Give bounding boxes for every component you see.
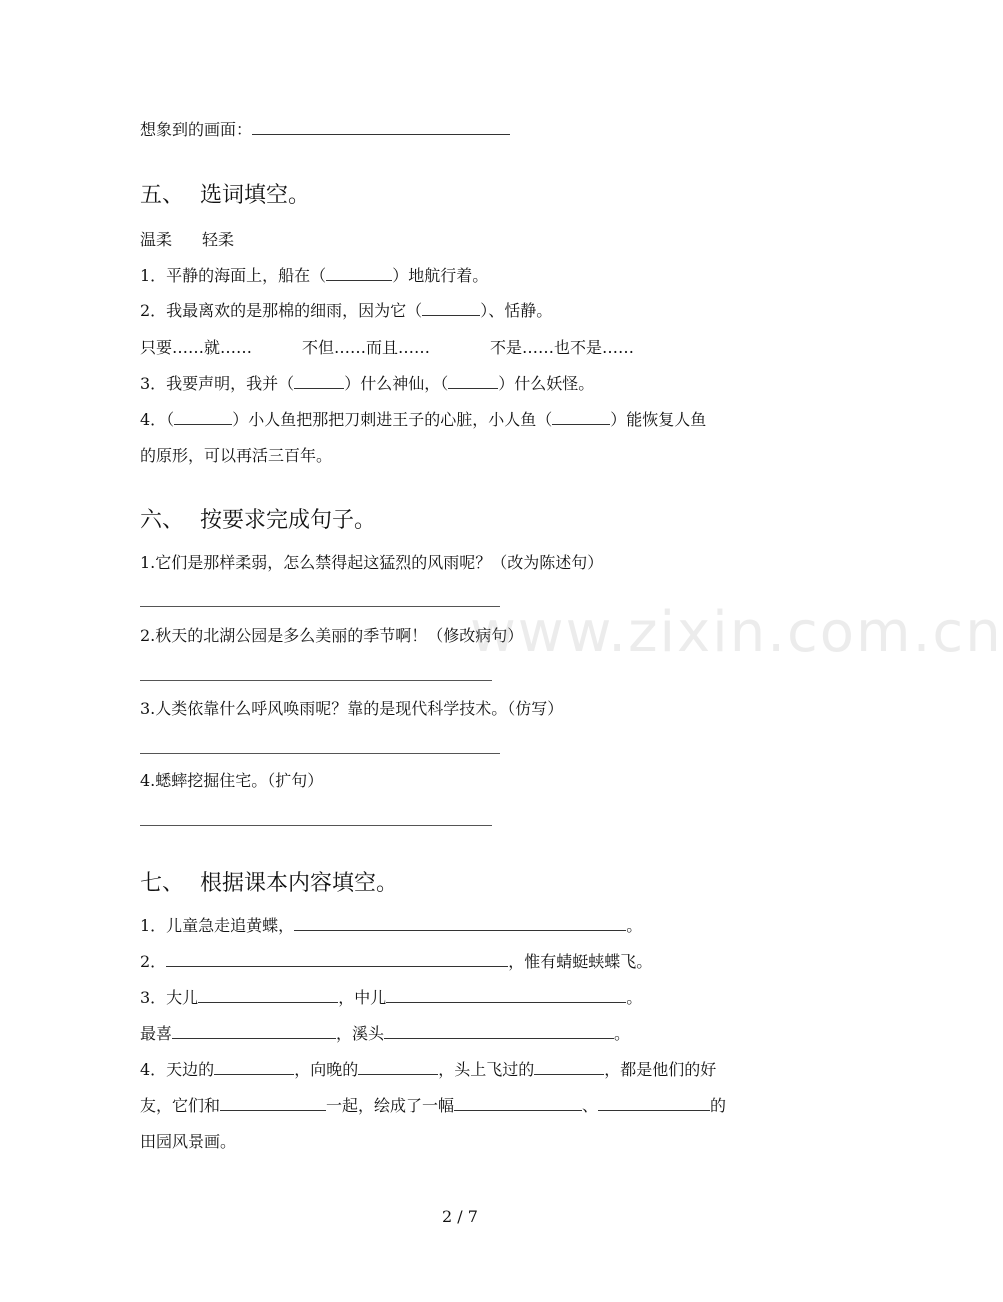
answer-blank[interactable] bbox=[534, 1060, 604, 1075]
question-5-4-cont: 的原形，可以再活三百年。 bbox=[140, 446, 333, 465]
question-text: ）什么神仙，（ bbox=[344, 374, 449, 393]
question-text: 1．儿童急走追黄蝶， bbox=[140, 916, 295, 935]
answer-blank[interactable] bbox=[294, 376, 344, 389]
word-option: 不但……而且…… bbox=[302, 338, 431, 357]
question-text: 。 bbox=[626, 988, 643, 1007]
question-6-4: 4.蟋蟀挖掘住宅。（扩句） bbox=[140, 771, 324, 790]
question-6-2: 2.秋天的北湖公园是多么美丽的季节啊！（修改病句） bbox=[140, 626, 524, 645]
answer-blank[interactable] bbox=[198, 988, 338, 1003]
question-7-2 bbox=[140, 951, 652, 973]
question-text: 最喜 bbox=[140, 1024, 173, 1043]
question-text: ，中儿 bbox=[338, 988, 387, 1007]
question-text: 2．我最离欢的是那棉的细雨，因为它（ bbox=[140, 301, 423, 320]
word-option: 轻柔 bbox=[202, 230, 235, 249]
question-5-2 bbox=[140, 300, 552, 322]
question-7-4-end: 田园风景画。 bbox=[140, 1132, 237, 1151]
question-5-3 bbox=[140, 373, 594, 395]
question-text: ）、恬静。 bbox=[480, 301, 553, 320]
section-number: 六、 bbox=[140, 508, 185, 533]
question-7-1 bbox=[140, 915, 642, 937]
question-text: 友，它们和 bbox=[140, 1096, 221, 1115]
question-text: 。 bbox=[626, 916, 643, 935]
question-text: ，向晚的 bbox=[294, 1060, 359, 1079]
question-text: ）什么妖怪。 bbox=[498, 374, 595, 393]
question-5-4 bbox=[140, 409, 706, 431]
answer-blank[interactable] bbox=[598, 1096, 710, 1111]
question-5-1 bbox=[140, 265, 488, 287]
answer-blank[interactable] bbox=[252, 120, 510, 135]
question-text: ，溪头 bbox=[336, 1024, 385, 1043]
answer-blank[interactable] bbox=[358, 1060, 438, 1075]
question-text: 2． bbox=[140, 952, 167, 971]
answer-line[interactable] bbox=[140, 753, 500, 754]
question-6-1: 1.它们是那样柔弱，怎么禁得起这猛烈的风雨呢？（改为陈述句） bbox=[140, 553, 604, 572]
question-7-4-cont bbox=[140, 1095, 726, 1117]
imagined-scene-label: 想象到的画面： bbox=[140, 120, 253, 139]
section-5-heading bbox=[140, 181, 310, 211]
question-text: 3．大儿 bbox=[140, 988, 199, 1007]
question-text: ）地航行着。 bbox=[392, 266, 489, 285]
answer-line[interactable] bbox=[140, 680, 492, 681]
question-text: 4．天边的 bbox=[140, 1060, 215, 1079]
answer-line[interactable] bbox=[140, 825, 492, 826]
word-option: 不是……也不是…… bbox=[490, 338, 635, 357]
section-number: 五、 bbox=[140, 183, 185, 208]
answer-blank[interactable] bbox=[294, 916, 626, 931]
word-options-1 bbox=[140, 229, 234, 251]
answer-blank[interactable] bbox=[220, 1096, 326, 1111]
question-text: 4．（ bbox=[140, 410, 175, 429]
question-7-4 bbox=[140, 1059, 716, 1081]
section-title: 根据课本内容填空。 bbox=[200, 871, 399, 896]
question-text: ，惟有蜻蜓蛱蝶飞。 bbox=[508, 952, 653, 971]
question-text: 的 bbox=[710, 1096, 727, 1115]
answer-blank[interactable] bbox=[454, 1096, 582, 1111]
question-6-3: 3.人类依靠什么呼风唤雨呢？靠的是现代科学技术。（仿写） bbox=[140, 699, 564, 718]
answer-line[interactable] bbox=[140, 606, 500, 607]
word-option: 温柔 bbox=[140, 230, 173, 249]
question-text: ）能恢复人鱼 bbox=[610, 410, 707, 429]
word-options-2 bbox=[140, 337, 634, 359]
imagined-scene-line bbox=[140, 119, 510, 141]
section-6-heading bbox=[140, 506, 376, 536]
question-text: 3．我要声明，我并（ bbox=[140, 374, 295, 393]
answer-blank[interactable] bbox=[552, 412, 610, 425]
page-number: 2 / 7 bbox=[442, 1207, 478, 1226]
word-option: 只要……就…… bbox=[140, 338, 253, 357]
answer-blank[interactable] bbox=[174, 412, 232, 425]
answer-blank[interactable] bbox=[172, 1024, 336, 1039]
question-7-3 bbox=[140, 987, 642, 1009]
section-title: 按要求完成句子。 bbox=[200, 508, 377, 533]
question-text: 、 bbox=[582, 1096, 599, 1115]
section-7-heading bbox=[140, 869, 398, 899]
question-text: 。 bbox=[614, 1024, 631, 1043]
answer-blank[interactable] bbox=[448, 376, 498, 389]
answer-blank[interactable] bbox=[214, 1060, 294, 1075]
question-text: ，都是他们的好 bbox=[604, 1060, 717, 1079]
answer-blank[interactable] bbox=[326, 268, 392, 281]
question-text: ，头上飞过的 bbox=[438, 1060, 535, 1079]
question-text: 一起，绘成了一幅 bbox=[326, 1096, 455, 1115]
answer-blank[interactable] bbox=[422, 303, 480, 316]
answer-blank[interactable] bbox=[386, 988, 626, 1003]
answer-blank[interactable] bbox=[384, 1024, 614, 1039]
question-text: 1．平静的海面上，船在（ bbox=[140, 266, 327, 285]
question-text: ）小人鱼把那把刀刺进王子的心脏，小人鱼（ bbox=[232, 410, 553, 429]
watermark: www.zixin.com.cn bbox=[470, 600, 1003, 665]
section-number: 七、 bbox=[140, 871, 185, 896]
question-7-3-cont bbox=[140, 1023, 630, 1045]
answer-blank[interactable] bbox=[166, 952, 508, 967]
section-title: 选词填空。 bbox=[200, 183, 311, 208]
